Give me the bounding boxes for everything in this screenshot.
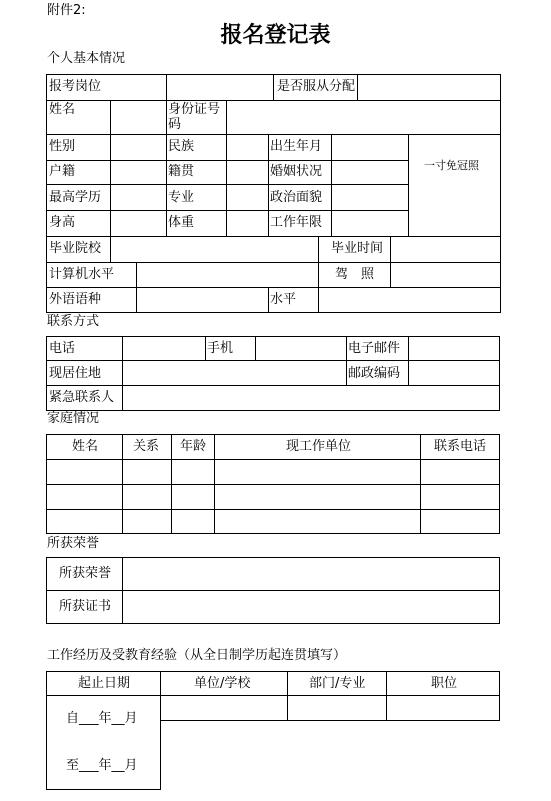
label-school: 毕业院校 [49, 241, 102, 256]
label-gender: 性别 [49, 139, 76, 154]
section-contact: 联系方式 [47, 314, 100, 329]
label-native-place: 籍贯 [168, 164, 195, 179]
label-address: 现居住地 [49, 366, 102, 381]
section-honors: 所获荣誉 [47, 536, 100, 551]
label-honors: 所获荣誉 [59, 566, 112, 581]
attachment-label: 附件2: [47, 3, 86, 18]
exp-col-unit: 单位/学校 [194, 676, 251, 691]
family-col-name: 姓名 [72, 439, 99, 454]
label-email: 电子邮件 [348, 341, 401, 356]
label-birth: 出生年月 [270, 139, 323, 154]
label-education: 最高学历 [49, 190, 102, 205]
label-work-years: 工作年限 [270, 215, 323, 230]
family-col-phone: 联系电话 [434, 439, 487, 454]
label-marital: 婚姻状况 [270, 164, 323, 179]
section-experience: 工作经历及受教育经验（从全日制学历起连贯填写） [47, 648, 347, 663]
label-language: 外语语种 [49, 292, 102, 307]
label-political: 政治面貌 [270, 190, 323, 205]
exp-col-dates: 起止日期 [78, 676, 131, 691]
exp-col-position: 职位 [431, 676, 458, 691]
label-id-card-1: 身份证号 [168, 102, 221, 117]
label-certificates: 所获证书 [59, 599, 112, 614]
label-obey-assignment: 是否服从分配 [277, 79, 356, 94]
label-major: 专业 [168, 190, 195, 205]
form-title: 报名登记表 [220, 23, 331, 48]
label-height: 身高 [49, 215, 76, 230]
label-mobile: 手机 [207, 341, 234, 356]
label-weight: 体重 [168, 215, 195, 230]
section-family: 家庭情况 [47, 411, 100, 426]
label-grad-time: 毕业时间 [331, 241, 384, 256]
label-computer: 计算机水平 [49, 267, 115, 282]
photo-placeholder: 一寸免冠照 [424, 159, 479, 172]
family-col-work-unit: 现工作单位 [286, 439, 352, 454]
section-personal: 个人基本情况 [47, 51, 126, 66]
family-col-relation: 关系 [133, 439, 160, 454]
label-household: 户籍 [49, 164, 76, 179]
family-col-age: 年龄 [180, 439, 207, 454]
label-id-card-2: 码 [168, 117, 182, 132]
exp-date-to: 至___年__月 [66, 758, 138, 773]
exp-col-department: 部门/专业 [309, 676, 366, 691]
label-phone: 电话 [49, 341, 76, 356]
label-emergency-contact: 紧急联系人 [49, 390, 115, 405]
label-apply-position: 报考岗位 [49, 79, 102, 94]
label-level: 水平 [270, 292, 297, 307]
label-license: 驾 照 [335, 267, 375, 282]
label-ethnicity: 民族 [168, 139, 195, 154]
exp-date-from: 自___年__月 [66, 711, 138, 726]
label-name: 姓名 [49, 102, 76, 117]
label-postcode: 邮政编码 [348, 366, 401, 381]
